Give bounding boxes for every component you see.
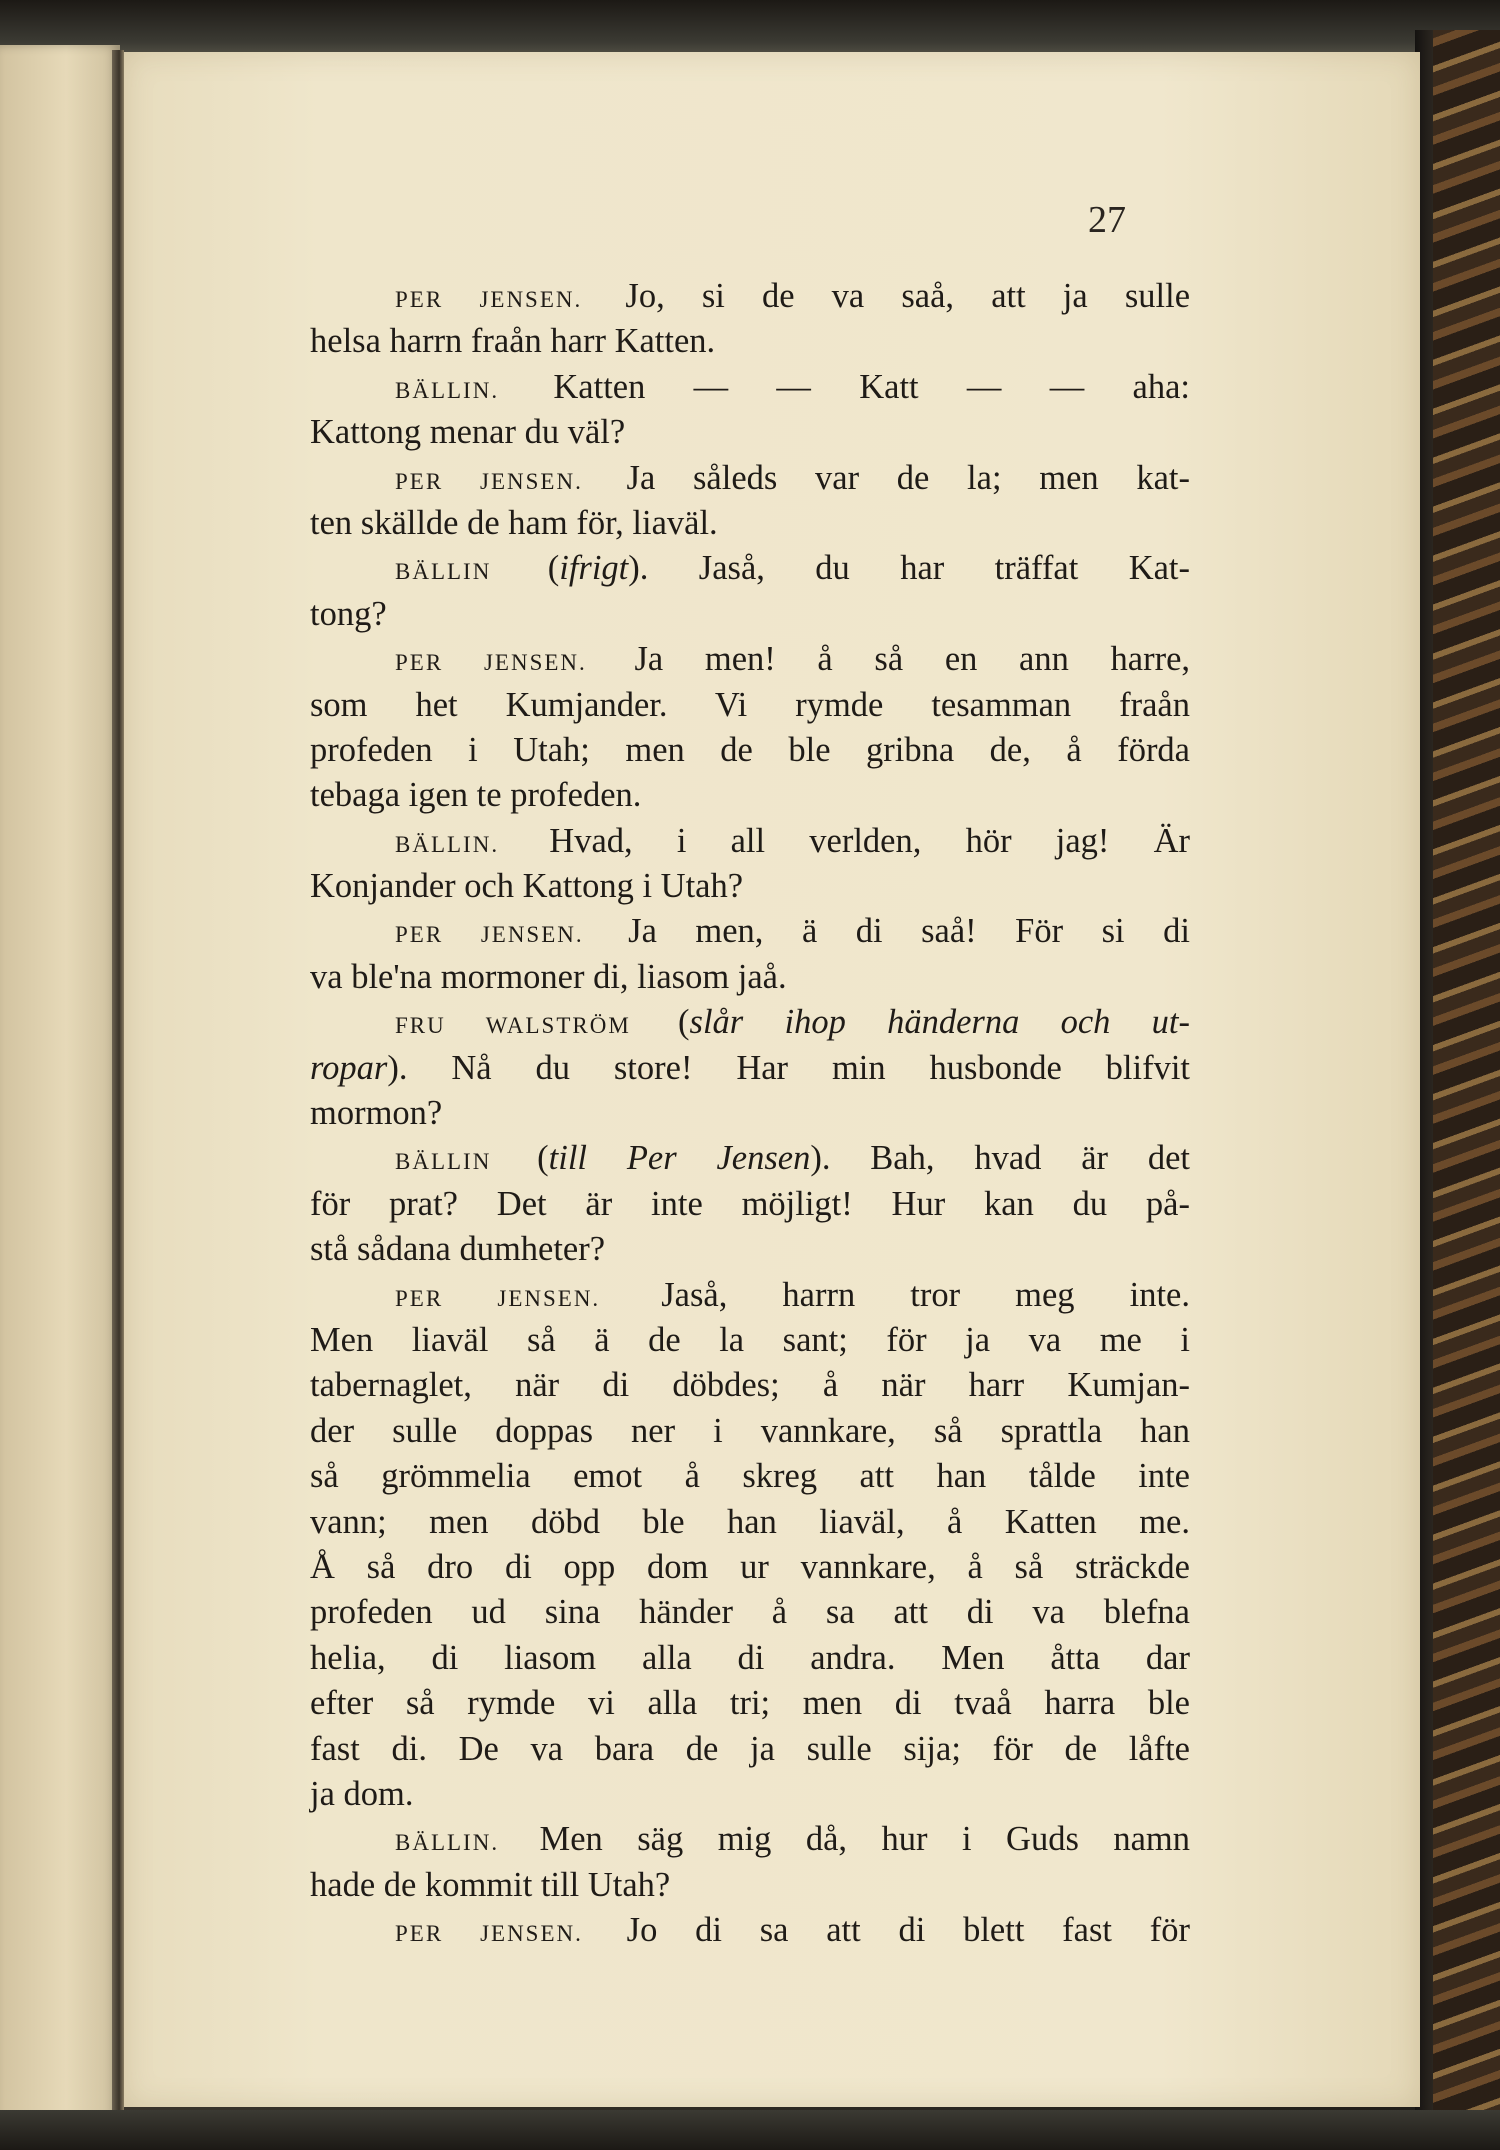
book-gutter [112,50,124,2125]
speaker-name: PER JENSEN. [395,922,584,948]
page-text [310,274,1190,1953]
dialogue-text: Men liaväl så ä de la sant; för ja va me i [310,1320,1190,1359]
dialogue-text: ( [497,1139,549,1178]
text-line [310,1227,1190,1272]
speaker-name: PER JENSEN. [395,1921,583,1947]
text-line [310,1545,1190,1590]
text-line [310,1182,1190,1227]
dialogue-text: som het Kumjander. Vi rymde tesamman fraån [310,685,1190,724]
text-line [310,1500,1190,1545]
binding-bottom-edge [0,2110,1500,2150]
speaker-name: FRU WALSTRÖM [395,1013,631,1039]
dialogue-text: ). Nå du store! Har min husbonde blifvit [387,1048,1190,1087]
text-line [310,864,1190,909]
stage-direction: ifrigt [559,549,629,588]
text-line [310,955,1190,1000]
text-line [310,819,1190,864]
text-line [310,773,1190,818]
marbled-cover-edge [1415,30,1500,2150]
dialogue-text: efter så rymde vi alla tri; men di tvaå harra ble [310,1684,1190,1723]
text-line [310,909,1190,954]
text-line [310,1409,1190,1454]
dialogue-text: stå sådana dumheter? [310,1230,606,1269]
text-line [310,1636,1190,1681]
dialogue-text: Ja men! å så en ann harre, [592,640,1191,679]
text-line [310,1318,1190,1363]
page-number: 27 [1088,199,1126,241]
text-line [310,456,1190,501]
dialogue-text: profeden i Utah; men de ble gribna de, å förda [310,730,1190,769]
text-line [310,1590,1190,1635]
text-line [310,1273,1190,1318]
stage-direction: ropar [310,1048,388,1087]
dialogue-text: fast di. De va bara de ja sulle sija; för de låfte [310,1729,1190,1768]
dialogue-text: helia, di liasom alla di andra. Men åtta dar [310,1638,1190,1677]
speaker-name: BÄLLIN. [395,1830,500,1856]
dialogue-text: Jo, si de va saå, att ja sulle [588,277,1191,315]
dialogue-text: Kattong menar du väl? [310,413,626,452]
text-line [310,319,1190,364]
dialogue-text: Jaså, harrn tror meg inte. [606,1275,1190,1314]
dialogue-text: Konjander och Kattong i Utah? [310,867,744,906]
speaker-name: BÄLLIN. [395,377,500,403]
dialogue-text: helsa harrn fraån harr Katten. [310,322,716,361]
text-line [310,1136,1190,1181]
dialogue-text: ). Bah, hvad är det [810,1139,1190,1178]
dialogue-text: der sulle doppas ner i vannkare, så sprattla han [310,1411,1190,1450]
text-line [310,410,1190,455]
text-line [310,637,1190,682]
stage-direction: slår ihop händerna och ut- [689,1003,1190,1042]
dialogue-text: ). Jaså, du har träffat Kat- [628,549,1190,588]
dialogue-text: tabernaglet, när di döbdes; å när harr Kumjan- [310,1366,1190,1405]
dialogue-text: Ja såleds var de la; men kat- [588,458,1190,497]
text-line [310,1046,1190,1091]
text-line [310,1681,1190,1726]
dialogue-text: hade de kommit till Utah? [310,1865,671,1904]
text-line [310,728,1190,773]
text-line [310,501,1190,546]
speaker-name: PER JENSEN. [395,650,587,676]
dialogue-text: för prat? Det är inte möjligt! Hur kan du på- [310,1184,1190,1223]
dialogue-text: vann; men döbd ble han liaväl, å Katten me. [310,1502,1190,1541]
text-line [310,1772,1190,1817]
dialogue-text: profeden ud sina händer å sa att di va blefna [310,1593,1190,1632]
dialogue-text: Katten — — Katt — — aha: [505,367,1190,406]
binding-top-edge [0,0,1500,60]
text-line [310,546,1190,591]
dialogue-text: tong? [310,594,387,633]
text-line [310,683,1190,728]
dialogue-text: ten skällde de ham för, liaväl. [310,503,718,542]
dialogue-text: tebaga igen te profeden. [310,776,642,815]
text-line [310,1091,1190,1136]
dialogue-text: Jo di sa att di blett fast för [588,1911,1190,1950]
dialogue-text: ( [497,549,560,588]
speaker-name: PER JENSEN. [395,468,583,494]
speaker-name: BÄLLIN. [395,831,500,857]
text-line [310,1363,1190,1408]
speaker-name: BÄLLIN [395,1149,492,1175]
stage-direction: till Per Jensen [548,1139,811,1178]
text-line [310,1454,1190,1499]
text-line [310,1863,1190,1908]
text-line [310,1727,1190,1772]
dialogue-text: Å så dro di opp dom ur vannkare, å så sträckde [310,1547,1190,1586]
dialogue-text: ja dom. [310,1774,414,1813]
text-line [310,1000,1190,1045]
dialogue-text: ( [636,1003,690,1042]
text-line [310,1908,1190,1953]
speaker-name: PER JENSEN. [395,287,583,312]
dialogue-text: Men säg mig då, hur i Guds namn [505,1820,1190,1859]
dialogue-text: så grömmelia emot å skreg att han tålde inte [310,1457,1190,1496]
text-line [310,592,1190,637]
speaker-name: BÄLLIN [395,559,492,585]
dialogue-text: Hvad, i all verlden, hör jag! Är [505,821,1190,860]
text-line [310,274,1190,319]
dialogue-text: mormon? [310,1094,443,1133]
previous-leaf [0,45,120,2125]
text-line [310,365,1190,410]
speaker-name: PER JENSEN. [395,1285,601,1311]
dialogue-text: va ble'na mormoner di, liasom jaå. [310,957,787,996]
dialogue-text: Ja men, ä di saå! För si di [589,912,1190,951]
text-line [310,1817,1190,1862]
